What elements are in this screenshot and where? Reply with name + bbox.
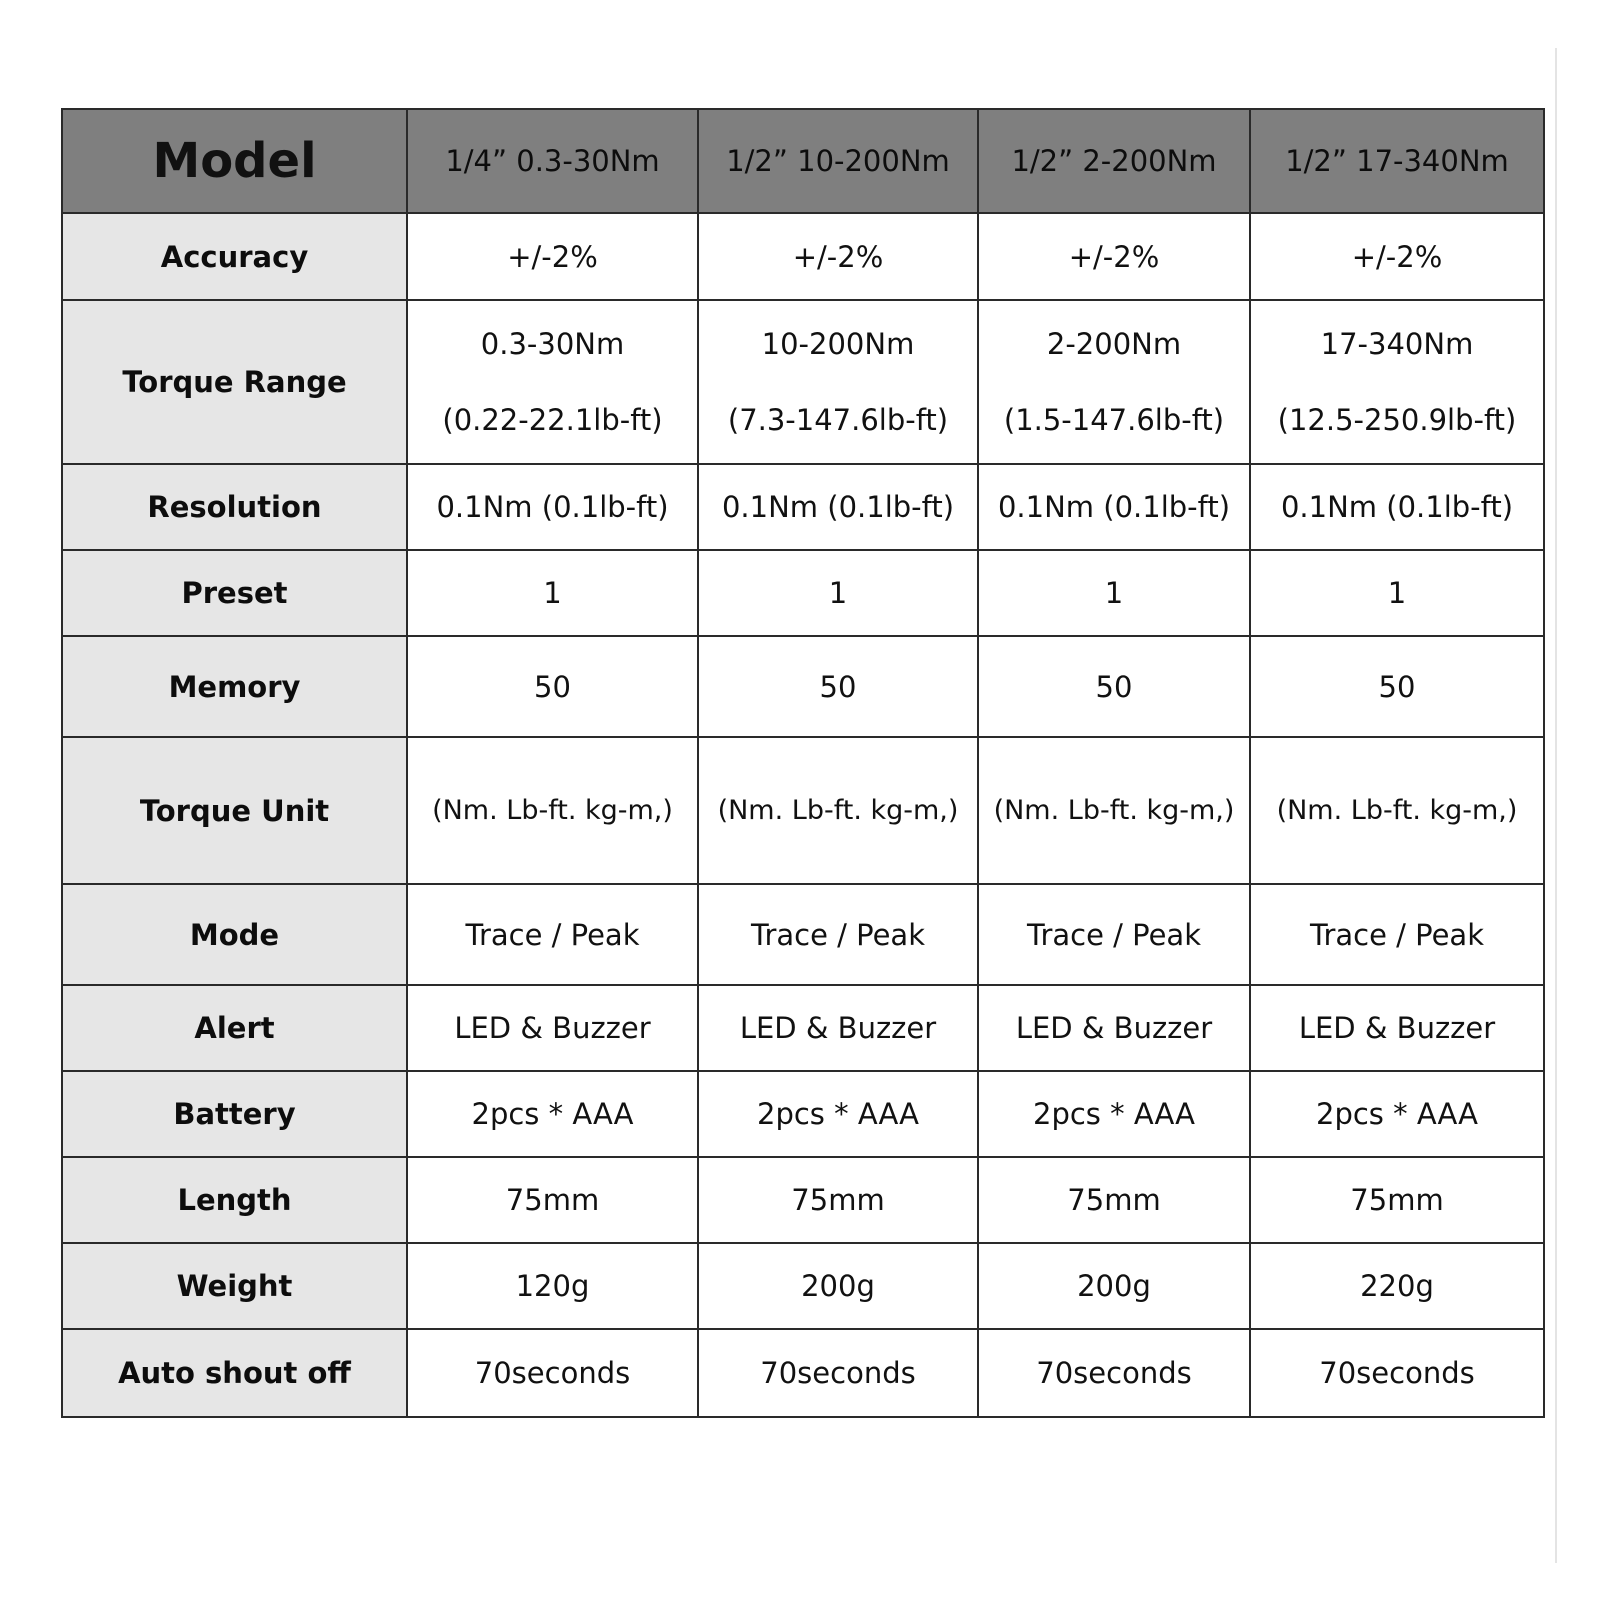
table-row-resolution [62, 464, 1544, 550]
torque-range-lbft: (7.3-147.6lb-ft) [727, 403, 949, 437]
header-row [62, 109, 1544, 213]
table-cell: +/-2% [978, 213, 1250, 300]
table-cell: Trace / Peak [698, 884, 978, 985]
table-cell: 70seconds [978, 1329, 1250, 1417]
row-label: Auto shout off [62, 1329, 407, 1417]
table-row-memory [62, 636, 1544, 737]
table-row-preset [62, 550, 1544, 636]
table-cell: 0.1Nm (0.1lb-ft) [1250, 464, 1544, 550]
table-cell: (Nm. Lb-ft. kg-m,) [407, 737, 698, 884]
table-cell: 2pcs * AAA [698, 1071, 978, 1157]
row-label: Torque Range [62, 300, 407, 464]
table-cell: Trace / Peak [407, 884, 698, 985]
table-cell: 75mm [698, 1157, 978, 1243]
table-cell: 75mm [1250, 1157, 1544, 1243]
table-row-auto-shutoff [62, 1329, 1544, 1417]
model-column-header: 1/4” 0.3-30Nm [407, 109, 698, 213]
table-cell: 1 [407, 550, 698, 636]
table-cell: Trace / Peak [978, 884, 1250, 985]
table-cell: 70seconds [1250, 1329, 1544, 1417]
table-cell: 200g [698, 1243, 978, 1329]
model-column-header: 1/2” 2-200Nm [978, 109, 1250, 213]
torque-range-nm: 10-200Nm [761, 327, 915, 361]
table-row-mode [62, 884, 1544, 985]
table-cell: 2pcs * AAA [1250, 1071, 1544, 1157]
table-row-weight [62, 1243, 1544, 1329]
table-cell [698, 300, 978, 464]
table-cell: 75mm [978, 1157, 1250, 1243]
torque-range-lbft: (12.5-250.9lb-ft) [1277, 403, 1517, 437]
table-cell: 2pcs * AAA [407, 1071, 698, 1157]
table-cell: +/-2% [407, 213, 698, 300]
table-cell: LED & Buzzer [1250, 985, 1544, 1071]
table-cell: (Nm. Lb-ft. kg-m,) [1250, 737, 1544, 884]
row-label: Length [62, 1157, 407, 1243]
table-cell: Trace / Peak [1250, 884, 1544, 985]
table-cell: 120g [407, 1243, 698, 1329]
table-cell: +/-2% [1250, 213, 1544, 300]
row-label: Weight [62, 1243, 407, 1329]
row-label: Torque Unit [62, 737, 407, 884]
table-row-alert [62, 985, 1544, 1071]
table-cell: 50 [698, 636, 978, 737]
table-cell [407, 300, 698, 464]
table-row-accuracy [62, 213, 1544, 300]
table-cell: 0.1Nm (0.1lb-ft) [698, 464, 978, 550]
table-row-torque-range [62, 300, 1544, 464]
row-label: Preset [62, 550, 407, 636]
torque-range-nm: 0.3-30Nm [480, 327, 625, 361]
row-label: Alert [62, 985, 407, 1071]
table-cell: 50 [978, 636, 1250, 737]
row-label: Accuracy [62, 213, 407, 300]
table-cell: 75mm [407, 1157, 698, 1243]
spec-table [61, 108, 1545, 1418]
table-row-torque-unit [62, 737, 1544, 884]
table-cell: 50 [1250, 636, 1544, 737]
model-column-header: 1/2” 17-340Nm [1250, 109, 1544, 213]
torque-range-nm: 2-200Nm [1046, 327, 1182, 361]
table-cell: 1 [1250, 550, 1544, 636]
table-cell: +/-2% [698, 213, 978, 300]
table-cell: LED & Buzzer [698, 985, 978, 1071]
table-cell: LED & Buzzer [407, 985, 698, 1071]
page-edge-line [1555, 48, 1557, 1563]
row-label: Memory [62, 636, 407, 737]
row-label: Battery [62, 1071, 407, 1157]
table-cell [1250, 300, 1544, 464]
model-column-header: 1/2” 10-200Nm [698, 109, 978, 213]
table-cell: 1 [698, 550, 978, 636]
table-cell: 200g [978, 1243, 1250, 1329]
table-cell: LED & Buzzer [978, 985, 1250, 1071]
table-cell: 220g [1250, 1243, 1544, 1329]
table-cell: 0.1Nm (0.1lb-ft) [978, 464, 1250, 550]
table-cell: 0.1Nm (0.1lb-ft) [407, 464, 698, 550]
torque-range-lbft: (1.5-147.6lb-ft) [1003, 403, 1225, 437]
torque-range-lbft: (0.22-22.1lb-ft) [442, 403, 663, 437]
table-cell: (Nm. Lb-ft. kg-m,) [698, 737, 978, 884]
table-row-length [62, 1157, 1544, 1243]
torque-range-nm: 17-340Nm [1320, 327, 1474, 361]
row-label: Mode [62, 884, 407, 985]
model-header: Model [62, 109, 407, 213]
row-label: Resolution [62, 464, 407, 550]
table-cell: 2pcs * AAA [978, 1071, 1250, 1157]
table-cell: 1 [978, 550, 1250, 636]
table-cell: 70seconds [407, 1329, 698, 1417]
table-cell: 50 [407, 636, 698, 737]
table-cell: (Nm. Lb-ft. kg-m,) [978, 737, 1250, 884]
table-row-battery [62, 1071, 1544, 1157]
table-cell: 70seconds [698, 1329, 978, 1417]
table-cell [978, 300, 1250, 464]
